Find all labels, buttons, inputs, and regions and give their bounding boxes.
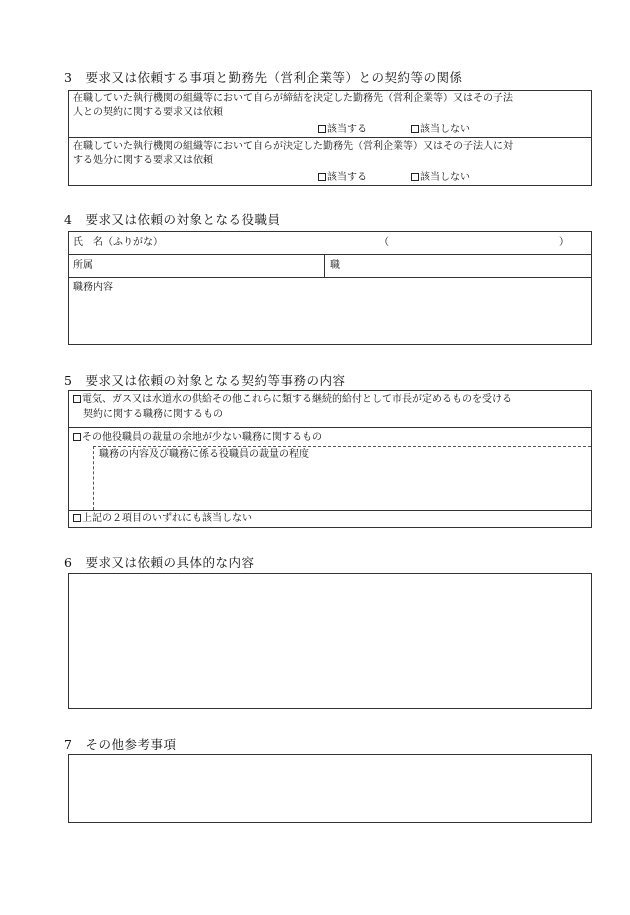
contract-relation-text-line1: 在職していた執行機関の組織等において自らが締結を決定した勤務先（営利企業等）又はその子法 xyxy=(73,93,513,104)
duties-label: 職務内容 xyxy=(73,282,113,293)
checkbox[interactable] xyxy=(318,125,326,133)
other-notes-box[interactable] xyxy=(68,754,592,823)
duty-discretion-label: 職務の内容及び職務に係る役職員の裁量の程度 xyxy=(99,449,309,460)
disposition-relation-text-line1: 在職していた執行機関の組織等において自らが決定した勤務先（営利企業等）又はその子法人に対 xyxy=(73,141,513,152)
checkbox[interactable] xyxy=(411,173,419,181)
divider xyxy=(69,137,591,138)
section-7-title: 7 その他参考事項 xyxy=(64,737,177,752)
disposition-relation-no-option[interactable]: 該当しない xyxy=(411,171,470,185)
request-details-box[interactable] xyxy=(68,573,592,709)
divider xyxy=(69,277,591,278)
none-applicable-option[interactable]: 上記の２項目のいずれにも該当しない xyxy=(73,512,252,526)
section-5-table xyxy=(68,390,592,528)
position-label: 職 xyxy=(330,260,340,271)
divider xyxy=(324,254,325,277)
section-4-table xyxy=(68,231,592,345)
section-5-title: 5 要求又は依頼の対象となる契約等事務の内容 xyxy=(64,373,346,388)
checkbox[interactable] xyxy=(73,395,81,403)
disposition-relation-yes-option[interactable]: 該当する xyxy=(318,171,367,185)
divider xyxy=(69,254,591,255)
utility-contract-option[interactable]: 電気、ガス又は水道水の供給その他これらに類する継続的給付として市長が定めるものを受ける xyxy=(73,393,512,407)
checkbox[interactable] xyxy=(411,125,419,133)
checkbox[interactable] xyxy=(73,433,81,441)
checkbox[interactable] xyxy=(318,173,326,181)
furigana-paren-open: （ xyxy=(379,237,389,248)
section-6-title: 6 要求又は依頼の具体的な内容 xyxy=(64,555,255,570)
dashed-divider xyxy=(93,446,591,447)
contract-relation-yes-option[interactable]: 該当する xyxy=(318,123,367,137)
divider xyxy=(69,427,591,428)
name-label: 氏 名（ふりがな） xyxy=(73,237,163,248)
affiliation-label: 所属 xyxy=(73,260,93,271)
checkbox[interactable] xyxy=(73,514,81,522)
divider xyxy=(69,510,591,511)
utility-contract-option-line2: 契約に関する職務に関するもの xyxy=(83,409,223,420)
furigana-paren-close: ） xyxy=(559,237,569,248)
section-3-table xyxy=(68,90,592,186)
contract-relation-text-line2: 人との契約に関する要求又は依頼 xyxy=(73,107,223,118)
contract-relation-no-option[interactable]: 該当しない xyxy=(411,123,470,137)
low-discretion-option[interactable]: その他役職員の裁量の余地が少ない職務に関するもの xyxy=(73,431,322,445)
disposition-relation-text-line2: する処分に関する要求又は依頼 xyxy=(73,155,213,166)
section-3-title: 3 要求又は依頼する事項と勤務先（営利企業等）との契約等の関係 xyxy=(64,70,463,85)
section-4-title: 4 要求又は依頼の対象となる役職員 xyxy=(64,212,281,227)
dashed-divider xyxy=(93,446,94,510)
